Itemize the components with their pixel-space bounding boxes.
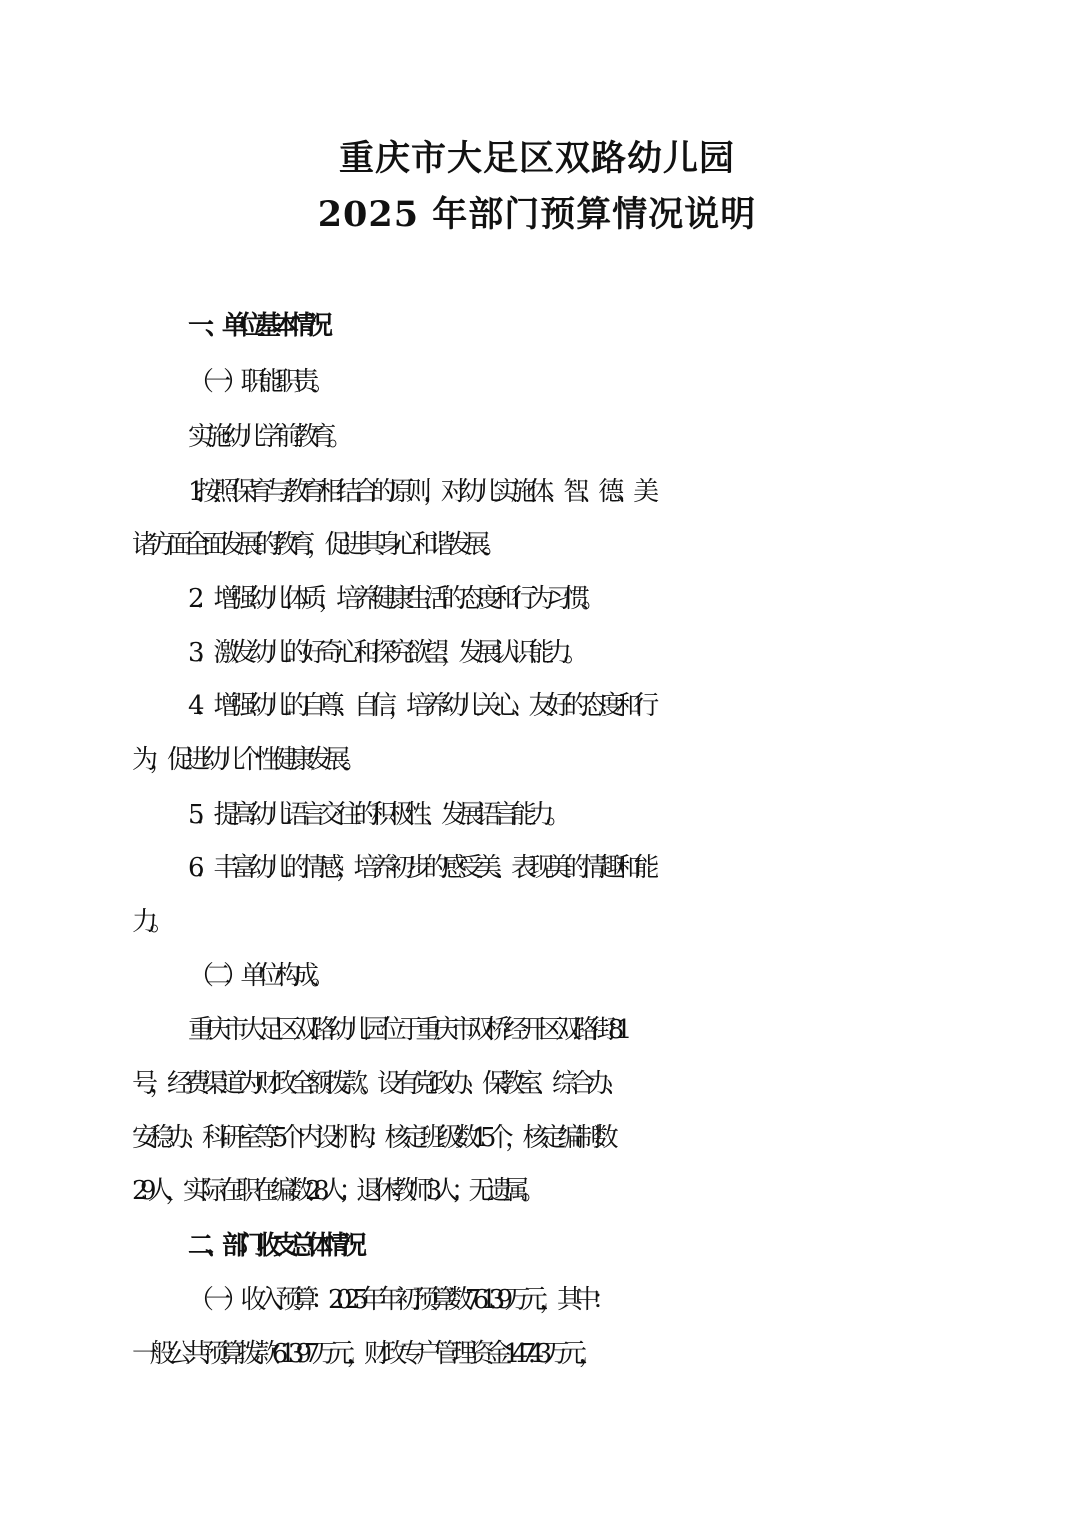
paragraph-line: 号，经费渠道为财政全额拨款。设有党政办、保教室、综合办、: [132, 1069, 623, 1099]
document-title-line-1: 重庆市大足区双路幼儿园: [338, 138, 735, 179]
paragraph-line: 力。: [132, 907, 168, 937]
paragraph-line: 重庆市大足区双路幼儿园位于重庆市双桥经开区双路街 81: [188, 1015, 624, 1045]
paragraph-line: 一般公共预算拨款 613.97 万元，财政专户管理资金 147.43 万元，: [132, 1339, 597, 1369]
document-title-line-2: 2025 年部门预算情况说明: [317, 194, 757, 235]
paragraph-line: 安稳办、科研室等 5 个内设机构：核定班级数 15 个，核定编制数: [132, 1123, 611, 1153]
paragraph-line: 5．提高幼儿语言交往的积极性、发展语言能力。: [188, 800, 564, 830]
paragraph-line: 2．增强幼儿体质，培养健康生活的态度和行为习惯。: [188, 584, 599, 614]
subsection-heading-functions: （一）职能职责。: [188, 367, 329, 397]
paragraph-line: 29 人，实际在职在编数 28 人；退休教师 3 人；无遗属。: [132, 1176, 539, 1206]
paragraph-line: 3．激发幼儿的好奇心和探究欲望，发展认识能力。: [188, 638, 582, 668]
paragraph-line: （一）收入预算：2025 年年初预算数 761.39 万元，其中：: [188, 1285, 610, 1315]
subsection-heading-composition: （二）单位构成。: [188, 961, 329, 991]
section-heading-2: 二、部门收支总体情况: [188, 1231, 359, 1261]
paragraph-line: 4．增强幼儿的自尊、自信，培养幼儿关心、友好的态度和 行: [188, 691, 651, 721]
paragraph-line: 诸方面全面发展的教育，促进其身心和谐发展。: [132, 530, 500, 560]
paragraph-line: 1.按照保育与教育相结合的原则，对幼儿实施体、智、德、 美: [188, 477, 651, 507]
section-heading-1: 一、单位基本情况: [188, 311, 325, 341]
paragraph-line: 6．丰富幼儿的情感，培养初步的感受美、表现美的情趣和能: [188, 853, 652, 883]
paragraph-line: 实施幼儿学前教育。: [188, 422, 346, 452]
paragraph-line: 为，促进幼儿个性健康发展。: [132, 745, 360, 775]
